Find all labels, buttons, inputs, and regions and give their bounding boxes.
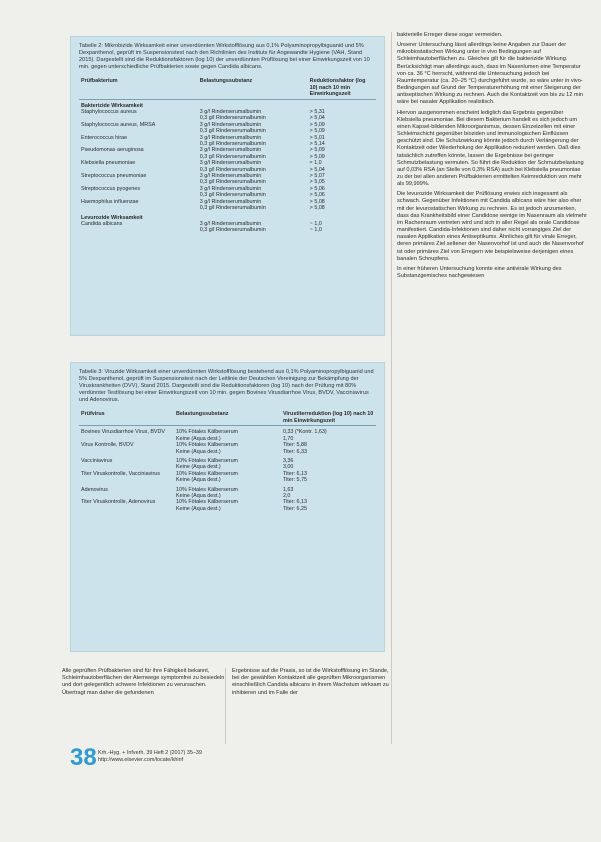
- titer-reduction-cell: 1,70: [282, 435, 294, 442]
- paragraph: Alle geprüften Prüfbakterien sind für ihre Fähigkeit bekannt, Schleimhautoberflächen der Atemwege symptomfrei zu besiedeln und dort gelegentlich schwere Infektionen zu verursachen. Übertragt man daher die gefundenen: [62, 668, 225, 696]
- load-substance-cell: 0,3 g/l Rinderserumalbumin: [199, 128, 266, 135]
- organism-cell: [79, 227, 198, 233]
- organism-cell: Klebsiella pneumoniae: [81, 160, 136, 167]
- paragraph: Die levurozide Wirksamkeit der Prüflösung erwies sich insgesamt als schwach. Gegenüber Infektionen mit Candida albicans wäre hier also eher mit der levurostatischen Wirkung zu rechnen. Es ist jedoch anzumerken, dass das Krankheitsbild einer Candidose wenige im Nasenraum als vielmehr im Rachenraum vertreten wird und sich in aller Regel als orale Candidose manifestiert. Candida-Infektionen sind daher nicht vorrangiges Ziel der nasalen Applikation eines Antiseptikums. Ähnliches gilt für virale Erreger, deren primäres Ziel seltener der Nasenvorhof ist und auch die Nasenvorhof ist oder primäres Ziel von Erregern wie beispielsweise derjenigen eines banalen Schnupfens.: [397, 191, 587, 262]
- load-substance-cell: Keine (Aqua dest.): [176, 435, 221, 442]
- reduction-factor-cell: > 5,09: [309, 153, 325, 160]
- paragraph: bakterielle Erreger diese sogar vermeiden.: [397, 32, 503, 38]
- reduction-factor-cell: > 5,05: [309, 179, 325, 186]
- reduction-factor-cell: > 5,09: [309, 128, 325, 135]
- reduction-factor-cell: > 5,14: [309, 141, 325, 148]
- table-row: [79, 227, 376, 233]
- load-substance-cell: Keine (Aqua dest.): [176, 448, 221, 455]
- titer-reduction-cell: Titer: 5,75: [282, 477, 308, 484]
- titer-reduction-cell: 0,33 (*Kontr. 1,63): [282, 429, 327, 436]
- titer-reduction-cell: 3,00: [282, 464, 294, 471]
- table-2-header: Belastungssubstanz: [198, 77, 308, 99]
- organism-cell: Pseudomonas aeruginosa: [81, 147, 144, 154]
- citation-text: Krh.-Hyg. + Infverh. 39 Heft 2 (2017) 35–39: [98, 750, 202, 756]
- load-substance-cell: 0,3 g/l Rinderserumalbumin: [199, 205, 266, 212]
- virus-cell: [79, 506, 174, 512]
- virus-cell: Titer Viruskontrolle, Vacciniavirus: [81, 470, 160, 477]
- virus-cell: Bovines Virusdiarrhoe Virus, BVDV: [81, 429, 165, 436]
- titer-reduction-cell: 2,0: [282, 492, 291, 499]
- load-substance-cell: 0,3 g/l Rinderserumalbumin: [199, 115, 266, 122]
- load-substance-cell: 3 g/l Rinderserumalbumin: [199, 160, 262, 167]
- table-2: [79, 77, 376, 233]
- load-substance-cell: 3 g/l Rinderserumalbumin: [199, 147, 262, 154]
- load-substance-cell: 10% Fötales Kälberserum: [176, 442, 239, 449]
- load-substance-cell: Keine (Aqua dest.): [176, 477, 221, 484]
- load-substance-cell: 3 g/l Rinderserumalbumin: [199, 134, 262, 141]
- reduction-factor-cell: > 5,07: [309, 173, 325, 180]
- load-substance-cell: 0,3 g/l Rinderserumalbumin: [199, 192, 266, 199]
- titer-reduction-cell: Titer: 6,25: [282, 505, 308, 512]
- table-3: [79, 410, 376, 512]
- paragraph: Ergebnisse auf die Praxis, so ist die Wirkstofflösung im Stande, bei der gewählten Kontaktzeit alle geprüften Mikroorganismen einschließlich Candida albicans in ihrem Wachstum wirksam zu inhibieren und im Falle der: [232, 668, 389, 696]
- table-3-header: Virustiterreduktion (log 10) nach 10 min Einwirkungszeit: [281, 410, 376, 425]
- table-3-header-row: [79, 410, 376, 425]
- load-substance-cell: 10% Fötales Kälberserum: [176, 470, 239, 477]
- load-substance-cell: 3 g/l Rinderserumalbumin: [199, 121, 262, 128]
- section-title: Bakterizide Wirksamkeit: [81, 102, 143, 109]
- body-column-left: [62, 668, 227, 697]
- table-3-caption: Tabelle 3: Viruzide Wirksamkeit einer unverdünnten Wirkstofflösung bestehend aus 0,1% Polyaminopropylbiguanid und 5% Dexpanthenol, geprüft im Suspensionstest nach der Leitlinie der Deutschen Vereinigung zur Bekämpfung der Viruskrankheiten (DVV), Stand 2015. Dargestellt sind die Reduktionsfaktoren (log 10) nach der Prüfung mit 80% verdünnter Testlösung bei einer Einwirkungszeit von 10 min. gegen Bovines Virusdiarrhoe Virus, BVDV, Vacciniavirus und Adenovirus.: [79, 369, 374, 404]
- body-column-middle: [232, 668, 397, 697]
- reduction-factor-cell: > 5,01: [309, 134, 325, 141]
- paragraph: Hiervon ausgenommen erscheint lediglich das Ergebnis gegenüber Klebsiella pneumoniae. Bei diesem Bakterium handelt es sich jedoch um einen Kapsel-bildenden Mikroorganismus, dessen Einzelzellen mit einer Schleimschicht gegenüber bioziden und immunologischen Einflüssen geschützt sind. Die Schutzwirkung könnte jedoch durch Verlängerung der Kontaktzeit oder Wiederholung der Applikation reduziert werden. Daß dies tatsächlich zutreffen könnte, lassen die Ergebnisse bei geringer Schmutzbelastung vermuten. So führt die Reduktion der Schmutzbelastung auf 0,03% RSA (an Stelle von 0,3% RSA) auch bei Klebsiella pneumoniae zu der bei allen anderen Prüfbakterien ermittelten Keimreduktion von mehr als 99,999%.: [397, 109, 584, 188]
- section-title: Levurozide Wirksamkeit: [81, 214, 143, 221]
- table-2-header: Prüfbakterium: [79, 77, 198, 99]
- table-2-caption: Tabelle 2: Mikrobizide Wirksamkeit einer unverdünnten Wirkstofflösung aus 0,1% Polyaminopropylbiguanid und 5% Dexpanthenol, geprüft im Suspensionstest nach den Richtlinien des Instituts für Angewandte Hygiene (VAH, Stand 2015). Dargestellt sind die Reduktionsfaktoren (log 10) der unverdünnten Prüflösung bei einer Einwirkungszeit von 10 min. gegen unterschiedliche Prüfbakterien sowie gegen Candida albicans.: [79, 43, 370, 71]
- load-substance-cell: 3 g/l Rinderserumalbumin: [199, 198, 262, 205]
- load-substance-cell: 3 g/l Rinderserumalbumin: [199, 220, 262, 227]
- table-row: [79, 484, 376, 493]
- reduction-factor-cell: > 5,06: [309, 185, 325, 192]
- journal-citation: [98, 750, 202, 764]
- load-substance-cell: 10% Fötales Kälberserum: [176, 486, 239, 493]
- table-2-section-row: [79, 99, 376, 109]
- titer-reduction-cell: Titer: 6,13: [282, 470, 308, 477]
- load-substance-cell: 0,3 g/l Rinderserumalbumin: [199, 141, 266, 148]
- table-2-header-row: [79, 77, 376, 99]
- load-substance-cell: Keine (Aqua dest.): [176, 505, 221, 512]
- load-substance-cell: 0,3 g/l Rinderserumalbumin: [199, 166, 266, 173]
- titer-reduction-cell: 3,36: [282, 457, 294, 464]
- table-2-box: [70, 36, 385, 336]
- paragraph: Unserer Untersuchung lässt allerdings keine Angaben zur Dauer der mikrobiostatischen Wirkung unter in vivo Bedingungen auf Schleimhautoberflächen zu. Gleiches gilt für die bakterizide Wirkung. Berücksichtigt man allerdings auch, dass im Nasenlumen eine Temperatur von ca. 36 °C herrscht, während die Untersuchung jedoch bei Raumtemperatur (ca. 20–25 °C) durchgeführt wurde, so wäre unter in vivo-Bedingungen auf Grund der Temperaturerhöhung mit einer Steigerung der antiseptischen Wirkung zu rechnen. Auch die Kontaktzeit von bis zu 12 min wäre bei nasaler Applikation realistisch.: [397, 42, 583, 106]
- reduction-factor-cell: ≈ 1,0: [309, 160, 322, 167]
- reduction-factor-cell: > 5,31: [309, 109, 325, 115]
- titer-reduction-cell: Titer: 6,13: [282, 499, 308, 506]
- load-substance-cell: 0,3 g/l Rinderserumalbumin: [199, 227, 266, 234]
- reduction-factor-cell: > 5,04: [309, 115, 325, 122]
- titer-reduction-cell: Titer: 5,88: [282, 442, 308, 449]
- virus-cell: Titer Viruskontrolle, Adenovirus: [81, 499, 156, 506]
- load-substance-cell: 10% Fötales Kälberserum: [176, 429, 239, 436]
- load-substance-cell: 3 g/l Rinderserumalbumin: [199, 109, 262, 115]
- organism-cell: Haemophilus influenzae: [81, 198, 139, 205]
- organism-cell: Staphylococcus aureus, MRSA: [81, 121, 156, 128]
- reduction-factor-cell: > 5,09: [309, 121, 325, 128]
- reduction-factor-cell: ~ 1,0: [309, 227, 322, 234]
- organism-cell: Staphylococcus aureus: [81, 109, 137, 115]
- table-3-body: [79, 426, 376, 512]
- virus-cell: Adenovirus: [81, 486, 108, 493]
- reduction-factor-cell: > 5,04: [309, 166, 325, 173]
- load-substance-cell: 10% Fötales Kälberserum: [176, 457, 239, 464]
- organism-cell: Streptococcus pyogenes: [81, 185, 141, 192]
- journal-url[interactable]: http://www.elsevier.com/locate/khinf: [98, 757, 184, 763]
- table-row: [79, 455, 376, 464]
- paragraph: In einer früheren Untersuchung konnte eine antivirale Wirkung des Substanzgemisches nachgewiesen: [397, 265, 562, 279]
- load-substance-cell: Keine (Aqua dest.): [176, 492, 221, 499]
- load-substance-cell: 0,3 g/l Rinderserumalbumin: [199, 153, 266, 160]
- table-3-header: Belastungssubstanz: [174, 410, 281, 425]
- table-2-header: Reduktionsfaktor (log 10) nach 10 min Einwirkungszeit: [308, 77, 376, 99]
- right-text-column: [397, 32, 587, 283]
- titer-reduction-cell: Titer: 6,33: [282, 448, 308, 455]
- reduction-factor-cell: > 5,08: [309, 198, 325, 205]
- virus-cell: Vacciniavirus: [81, 457, 113, 464]
- reduction-factor-cell: > 5,08: [309, 205, 325, 212]
- load-substance-cell: 3 g/l Rinderserumalbumin: [199, 185, 262, 192]
- table-3-header: Prüfvirus: [79, 410, 174, 425]
- reduction-factor-cell: > 5,09: [309, 147, 325, 154]
- reduction-factor-cell: ~ 1,0: [309, 220, 322, 227]
- virus-cell: Virus Kontrolle, BVDV: [81, 442, 134, 449]
- organism-cell: Enterococcus hirae: [81, 134, 128, 141]
- organism-cell: Candida albicans: [81, 220, 123, 227]
- load-substance-cell: 3 g/l Rinderserumalbumin: [199, 173, 262, 180]
- table-2-body: [79, 99, 376, 234]
- page-number: 38: [70, 744, 97, 771]
- titer-reduction-cell: 1,63: [282, 486, 294, 493]
- table-row: [79, 506, 376, 512]
- column-divider: [391, 32, 392, 744]
- load-substance-cell: Keine (Aqua dest.): [176, 464, 221, 471]
- reduction-factor-cell: > 5,06: [309, 192, 325, 199]
- table-2-section-row: [79, 212, 376, 221]
- table-row: [79, 426, 376, 436]
- organism-cell: Streptococcus pneumoniae: [81, 173, 147, 180]
- table-3-box: [70, 362, 385, 652]
- load-substance-cell: 0,3 g/l Rinderserumalbumin: [199, 179, 266, 186]
- load-substance-cell: 10% Fötales Kälberserum: [176, 499, 239, 506]
